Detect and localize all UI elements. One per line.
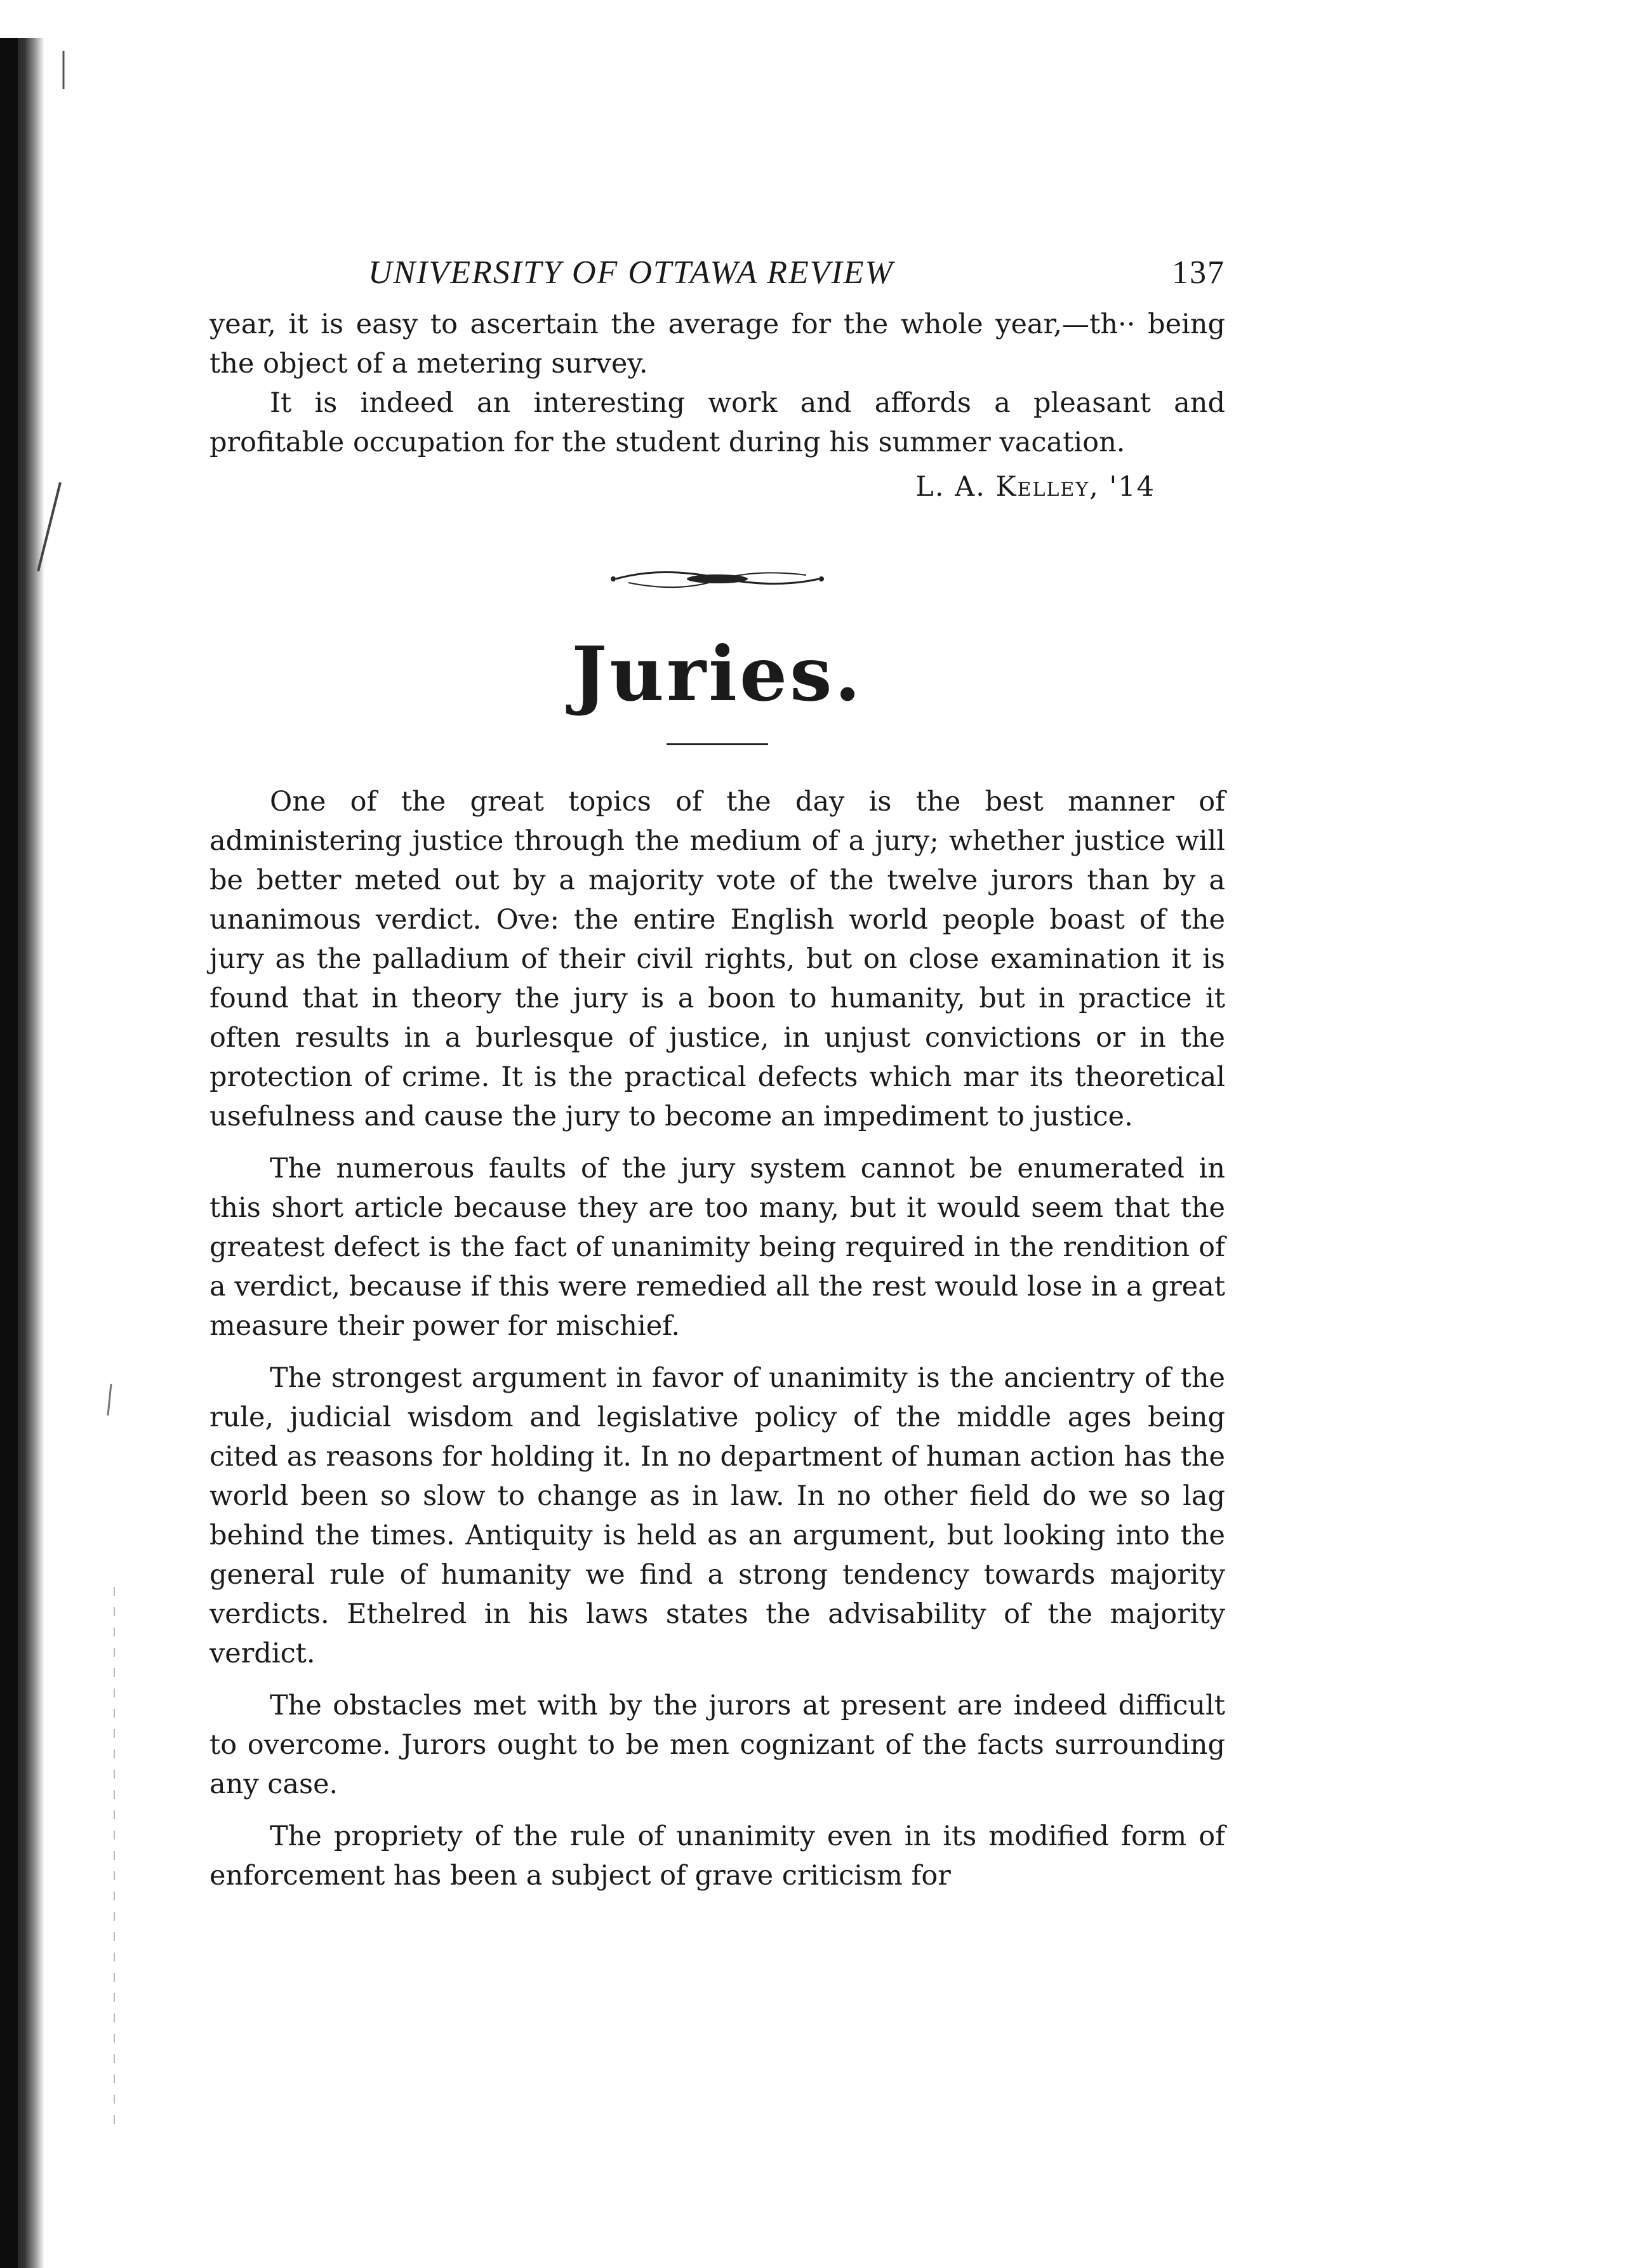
binding-edge-shadow [0, 0, 133, 2268]
article-paragraph-5: The propriety of the rule of unanimity even in its modified form of enforcement has been a subject of grave criticism for [209, 1820, 1225, 1892]
article-title: Juries. [571, 630, 863, 718]
section-divider-ornament [609, 560, 825, 598]
title-rule [667, 743, 768, 745]
prev-paragraph-1: year, it is easy to ascertain the average for the whole year,—th·· being the object of a metering survey. [209, 308, 1225, 380]
prev-paragraph-2: It is indeed an interesting work and affords a pleasant and profitable occupation for the student during his summer vacation. [209, 387, 1225, 458]
article-paragraph-1: One of the great topics of the day is the best manner of administering justice through the medium of a jury; whether justice will be better meted out by a majority vote of the twelve jurors than by a unanimous verdict. Ove: the entire English world people boast of the jury as the palladium of their civil rights, but on close examination it is found that in theory the jury is a boon to humanity, but in practice it often results in a burlesque of justice, in unjust convictions or in the protection of crime. It is the practical defects which mar its theoretical usefulness and cause the jury to become an impediment to justice. [209, 786, 1225, 1132]
page-number: 137 [1172, 255, 1225, 291]
article-paragraph-3: The strongest argument in favor of unanimity is the ancientry of the rule, judicial wisdom and legislative policy of the middle ages being cited as reasons for holding it. In no department of human action has the world been so slow to change as in law. In no other field do we so lag behind the times. Antiquity is held as an argument, but looking into the general rule of humanity we find a strong tendency towards majority verdicts. Ethelred in his laws states the advisability of the majority verdict. [209, 1362, 1225, 1669]
document-page [209, 254, 1225, 1895]
running-header [209, 254, 1225, 305]
article-paragraph-2: The numerous faults of the jury system cannot be enumerated in this short article because they are too many, but it would seem that the greatest defect is the fact of unanimity being required in the rendition of a verdict, because if this were remedied all the rest would lose in a great measure their power for mischief. [209, 1153, 1225, 1342]
running-title: UNIVERSITY OF OTTAWA REVIEW [368, 255, 894, 291]
author-signature: L. A. Kelley, '14 [915, 471, 1155, 503]
article-paragraph-4: The obstacles met with by the jurors at present are indeed difficult to overcome. Jurors ought to be men cognizant of the facts surrounding any case. [209, 1690, 1225, 1800]
